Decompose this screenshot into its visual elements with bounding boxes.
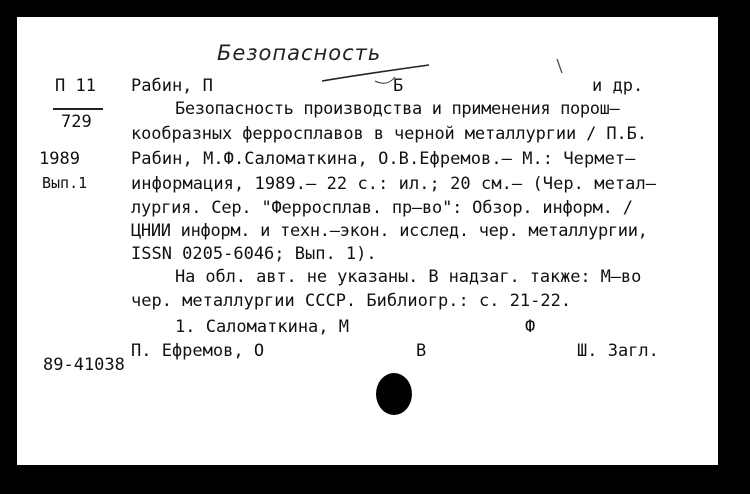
- body-line: ISSN 0205-6046; Вып. 1).: [131, 244, 377, 264]
- handwritten-subject: Безопасность: [217, 41, 382, 65]
- body-line: информация, 1989.– 22 с.: ил.; 20 см.– (Чер. метал–: [131, 174, 657, 194]
- heading-et-al: и др.: [592, 76, 644, 96]
- heading-author: Рабин, П: [131, 76, 213, 96]
- note-line: На обл. авт. не указаны. В надзаг. также: М–во: [175, 267, 642, 287]
- handwritten-underline: [322, 65, 429, 81]
- tracing-line: 1. Саломаткина, М: [175, 317, 349, 337]
- call-number-divider: [53, 108, 103, 110]
- tracing-tail: Ш. Загл.: [577, 341, 659, 361]
- catalog-card: [17, 17, 718, 465]
- note-line: чер. металлургии СССР. Библиогр.: с. 21-22.: [131, 291, 572, 311]
- punch-hole: [376, 373, 412, 415]
- issue: Вып.1: [42, 174, 88, 192]
- year: 1989: [39, 149, 80, 169]
- call-number-top: П 11: [55, 76, 96, 96]
- stray-mark: [557, 59, 562, 73]
- body-line: Рабин, М.Ф.Саломаткина, О.В.Ефремов.– М.: Чермет–: [131, 149, 636, 169]
- body-line: кообразных ферросплавов в черной металлургии / П.Б.: [131, 124, 647, 144]
- body-line: Безопасность производства и применения порош–: [175, 99, 620, 119]
- body-line: лургия. Сер. "Ферросплав. пр–во": Обзор. информ. /: [131, 198, 633, 218]
- tracing-line: П. Ефремов, О: [131, 341, 265, 361]
- stray-mark: [375, 77, 395, 83]
- accession-number: 89-41038: [43, 355, 125, 375]
- heading-initial: Б: [393, 76, 404, 96]
- call-number-bottom: 729: [61, 112, 92, 132]
- tracing-initial: В: [416, 341, 427, 361]
- body-line: ЦНИИ информ. и техн.–экон. исслед. чер. металлургии,: [131, 221, 648, 241]
- tracing-initial: Ф: [525, 317, 536, 337]
